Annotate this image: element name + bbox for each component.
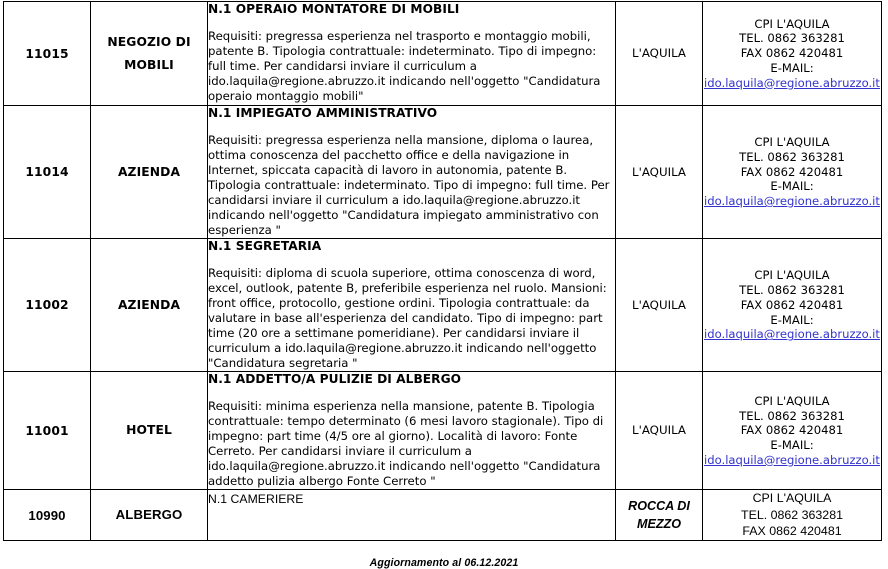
row-code: 11001 xyxy=(4,372,91,490)
contact-tel: TEL. 0862 363281 xyxy=(741,507,843,522)
job-body: Requisiti: pregressa esperienza nel trasporto e montaggio mobili, patente B. Tipologia contrattuale: indeterminato. Tipo di impegno: full time. Per candidarsi inviare il curriculum a ido.laquila@regione.abruzzo.it indicando nell'oggetto "Candidatura operaio montaggio mobili" xyxy=(208,29,601,104)
job-body: Requisiti: minima esperienza nella mansione, patente B. Tipologia contrattuale: tempo determinato (6 mesi lavoro stagionale). Tipo di impegno: part time (4/5 ore al giorno). Località di lavoro: Fonte Cerreto. Per candidarsi inviare il curriculum a ido.laquila@regione.abruzzo.it indicando nell'oggetto "Candidatura addetto pulizia albergo Fonte Cerreto " xyxy=(208,399,604,489)
job-listing-page xyxy=(0,1,888,569)
contact-email-label: E-MAIL: xyxy=(770,312,814,327)
job-offers-table xyxy=(3,1,882,541)
table-row xyxy=(4,106,882,239)
contact-fax: FAX 0862 420481 xyxy=(740,297,844,312)
row-contact xyxy=(703,372,882,490)
row-company: ALBERGO xyxy=(91,490,208,541)
contact-office: CPI L'AQUILA xyxy=(754,16,830,31)
contact-fax: FAX 0862 420481 xyxy=(740,46,844,61)
row-code: 11014 xyxy=(4,106,91,239)
contact-fax: FAX 0862 420481 xyxy=(740,164,844,179)
contact-email-link[interactable]: ido.laquila@regione.abruzzo.it xyxy=(704,327,880,342)
contact-email-link[interactable]: ido.laquila@regione.abruzzo.it xyxy=(704,194,880,209)
contact-email-label: E-MAIL: xyxy=(770,60,814,75)
row-description xyxy=(208,2,616,106)
job-body: Requisiti: pregressa esperienza nella mansione, diploma o laurea, ottima conoscenza del pacchetto office e della navigazione in Internet, spiccata capacità di lavoro in autonomia, patente B. Tipologia contrattuale: indeterminato. Tipo di impegno: full time. Per candidarsi inviare il curriculum a ido.laquila@regione.abruzzo.it indicando nell'oggetto "Candidatura impiegato amministrativo con esperienza " xyxy=(208,132,610,238)
row-company: AZIENDA xyxy=(91,239,208,372)
row-city: L'AQUILA xyxy=(616,372,703,490)
contact-email-label: E-MAIL: xyxy=(770,179,814,194)
job-title: N.1 SEGRETARIA xyxy=(208,239,322,254)
row-city: L'AQUILA xyxy=(616,239,703,372)
row-city: L'AQUILA xyxy=(616,106,703,239)
row-code: 10990 xyxy=(4,490,91,541)
row-company: HOTEL xyxy=(91,372,208,490)
row-city: L'AQUILA xyxy=(616,2,703,106)
job-title: N.1 OPERAIO MONTATORE DI MOBILI xyxy=(208,2,460,17)
row-contact xyxy=(703,239,882,372)
row-contact xyxy=(703,2,882,106)
update-footer: Aggiornamento al 06.12.2021 xyxy=(369,556,519,569)
contact-tel: TEL. 0862 363281 xyxy=(739,408,845,423)
row-code: 11002 xyxy=(4,239,91,372)
table-row xyxy=(4,2,882,106)
contact-office: CPI L'AQUILA xyxy=(754,135,830,150)
contact-email-label: E-MAIL: xyxy=(770,438,814,453)
job-title: N.1 ADDETTO/A PULIZIE DI ALBERGO xyxy=(208,372,462,387)
job-title: N.1 CAMERIERE xyxy=(208,492,304,507)
row-company: AZIENDA xyxy=(91,106,208,239)
job-body: Requisiti: diploma di scuola superiore, ottima conoscenza di word, excel, outlook, patente B, preferibile esperienza nel ruolo. Mansioni: front office, protocollo, gestione ordini. Tipologia contrattuale: da valutare in base all'esperienza del candidato. Tipo di impegno: part time (20 ore a settimane pomeridiane). Per candidarsi inviare il curriculum a ido.laquila@regione.abruzzo.it indicando nell'oggetto "Candidatura segretaria " xyxy=(208,266,607,371)
table-row xyxy=(4,239,882,372)
table-row xyxy=(4,372,882,490)
contact-fax: FAX 0862 420481 xyxy=(742,524,842,539)
contact-office: CPI L'AQUILA xyxy=(754,268,830,283)
contact-tel: TEL. 0862 363281 xyxy=(739,283,845,298)
row-description xyxy=(208,106,616,239)
contact-tel: TEL. 0862 363281 xyxy=(739,31,845,46)
row-company: NEGOZIO DI MOBILI xyxy=(91,2,208,106)
job-title: N.1 IMPIEGATO AMMINISTRATIVO xyxy=(208,106,438,120)
contact-office: CPI L'AQUILA xyxy=(754,393,830,408)
contact-office: CPI L'AQUILA xyxy=(752,491,832,506)
row-code: 11015 xyxy=(4,2,91,106)
row-contact xyxy=(703,106,882,239)
contact-email-link[interactable]: ido.laquila@regione.abruzzo.it xyxy=(704,452,880,467)
row-contact xyxy=(703,490,882,541)
contact-email-link[interactable]: ido.laquila@regione.abruzzo.it xyxy=(704,75,880,90)
row-description xyxy=(208,490,616,541)
table-row xyxy=(4,490,882,541)
contact-tel: TEL. 0862 363281 xyxy=(739,149,845,164)
row-description xyxy=(208,239,616,372)
contact-fax: FAX 0862 420481 xyxy=(740,423,844,438)
row-city: ROCCA DI MEZZO xyxy=(616,490,703,541)
row-description xyxy=(208,372,616,490)
